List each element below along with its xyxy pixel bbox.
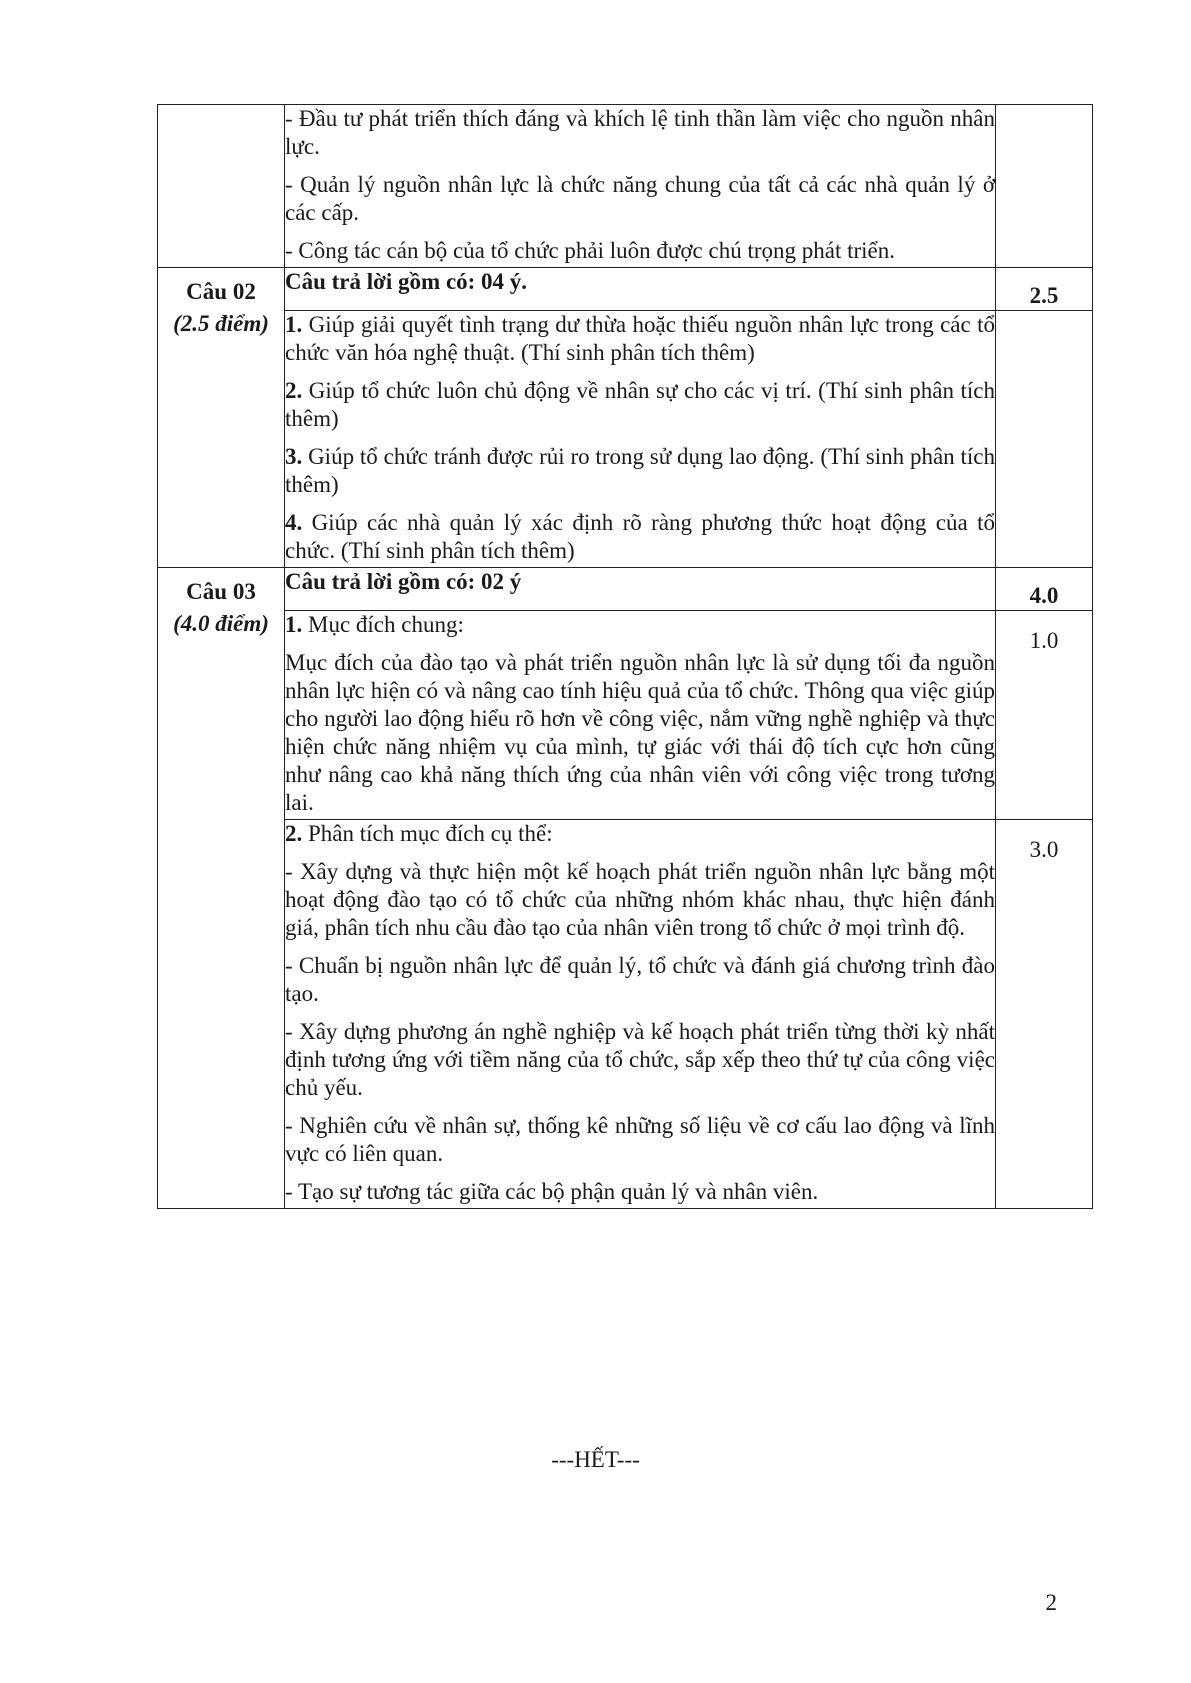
list-item: - Chuẩn bị nguồn nhân lực để quản lý, tổ chức và đánh giá chương trình đào tạo. [285, 953, 995, 1006]
list-item: - Xây dựng phương án nghề nghiệp và kế hoạch phát triển từng thời kỳ nhất định tương ứng với tiềm năng của tổ chức, sắp xếp theo thứ tự của công việc chủ yếu. [285, 1019, 995, 1100]
score-value: 3.0 [1029, 837, 1059, 862]
table-row [158, 105, 1093, 268]
question-cell [158, 268, 285, 568]
list-item: 3. Giúp tổ chức tránh được rủi ro trong sử dụng lao động. (Thí sinh phân tích thêm) [285, 444, 995, 497]
list-item: - Tạo sự tương tác giữa các bộ phận quản lý và nhân viên. [285, 1179, 819, 1204]
table-row [158, 568, 1093, 611]
table-row [158, 268, 1093, 311]
list-item: - Nghiên cứu về nhân sự, thống kê những số liệu về cơ cấu lao động và lĩnh vực có liên quan. [285, 1113, 995, 1166]
list-item: - Công tác cán bộ của tổ chức phải luôn được chú trọng phát triển. [285, 238, 895, 263]
answer-header: Câu trả lời gồm có: 02 ý [285, 568, 996, 611]
score-value: 2.5 [1029, 283, 1059, 308]
table-row [158, 611, 1093, 820]
question-label: Câu 03 [186, 579, 256, 604]
end-marker: ---HẾT--- [551, 1447, 640, 1472]
score-cell [996, 268, 1093, 311]
part-text: Mục đích của đào tạo và phát triển nguồn nhân lực là sử dụng tối đa nguồn nhân lực hiện có và nâng cao tính hiệu quả của tổ chức. Thông qua việc giúp cho người lao động hiểu rõ hơn về công việc, nắm vững nghề nghiệp và thực hiện chức năng nhiệm vụ của mình, tự giác với thái độ tích cực hơn cũng như nâng cao khả năng thích ứng của nhân viên với công việc trong tương lai. [285, 650, 995, 815]
score-cell-empty [996, 311, 1093, 568]
question-points: (4.0 điểm) [173, 611, 269, 636]
page-number: 2 [1045, 1590, 1057, 1615]
score-cell [996, 611, 1093, 820]
list-item: - Quản lý nguồn nhân lực là chức năng chung của tất cả các nhà quản lý ở các cấp. [285, 172, 995, 225]
part-title: 2. Phân tích mục đích cụ thể: [285, 821, 553, 846]
answer-cell [285, 611, 996, 820]
answer-table [157, 104, 1093, 1209]
score-cell [996, 568, 1093, 611]
part-title: 1. Mục đích chung: [285, 612, 464, 637]
table-row [158, 311, 1093, 568]
question-cell-empty [158, 105, 285, 268]
question-points: (2.5 điểm) [173, 311, 269, 336]
answer-cell [285, 105, 996, 268]
answer-cell [285, 820, 996, 1209]
question-cell [158, 568, 285, 1209]
answer-header: Câu trả lời gồm có: 04 ý. [285, 268, 996, 311]
table-row [158, 820, 1093, 1209]
score-value: 1.0 [1029, 628, 1059, 653]
score-cell-empty [996, 105, 1093, 268]
list-item: 4. Giúp các nhà quản lý xác định rõ ràng phương thức hoạt động của tổ chức. (Thí sinh phân tích thêm) [285, 510, 995, 563]
score-value: 4.0 [1029, 583, 1059, 608]
list-item: 1. Giúp giải quyết tình trạng dư thừa hoặc thiếu nguồn nhân lực trong các tổ chức văn hóa nghệ thuật. (Thí sinh phân tích thêm) [285, 312, 995, 365]
list-item: - Đầu tư phát triển thích đáng và khích lệ tinh thần làm việc cho nguồn nhân lực. [285, 106, 995, 159]
question-label: Câu 02 [186, 279, 256, 304]
list-item: 2. Giúp tổ chức luôn chủ động về nhân sự cho các vị trí. (Thí sinh phân tích thêm) [285, 378, 995, 431]
answer-cell [285, 311, 996, 568]
list-item: - Xây dựng và thực hiện một kế hoạch phát triển nguồn nhân lực bằng một hoạt động đào tạo có tổ chức của những nhóm khác nhau, thực hiện đánh giá, phân tích nhu cầu đào tạo của nhân viên trong tổ chức ở mọi trình độ. [285, 859, 995, 940]
score-cell [996, 820, 1093, 1209]
